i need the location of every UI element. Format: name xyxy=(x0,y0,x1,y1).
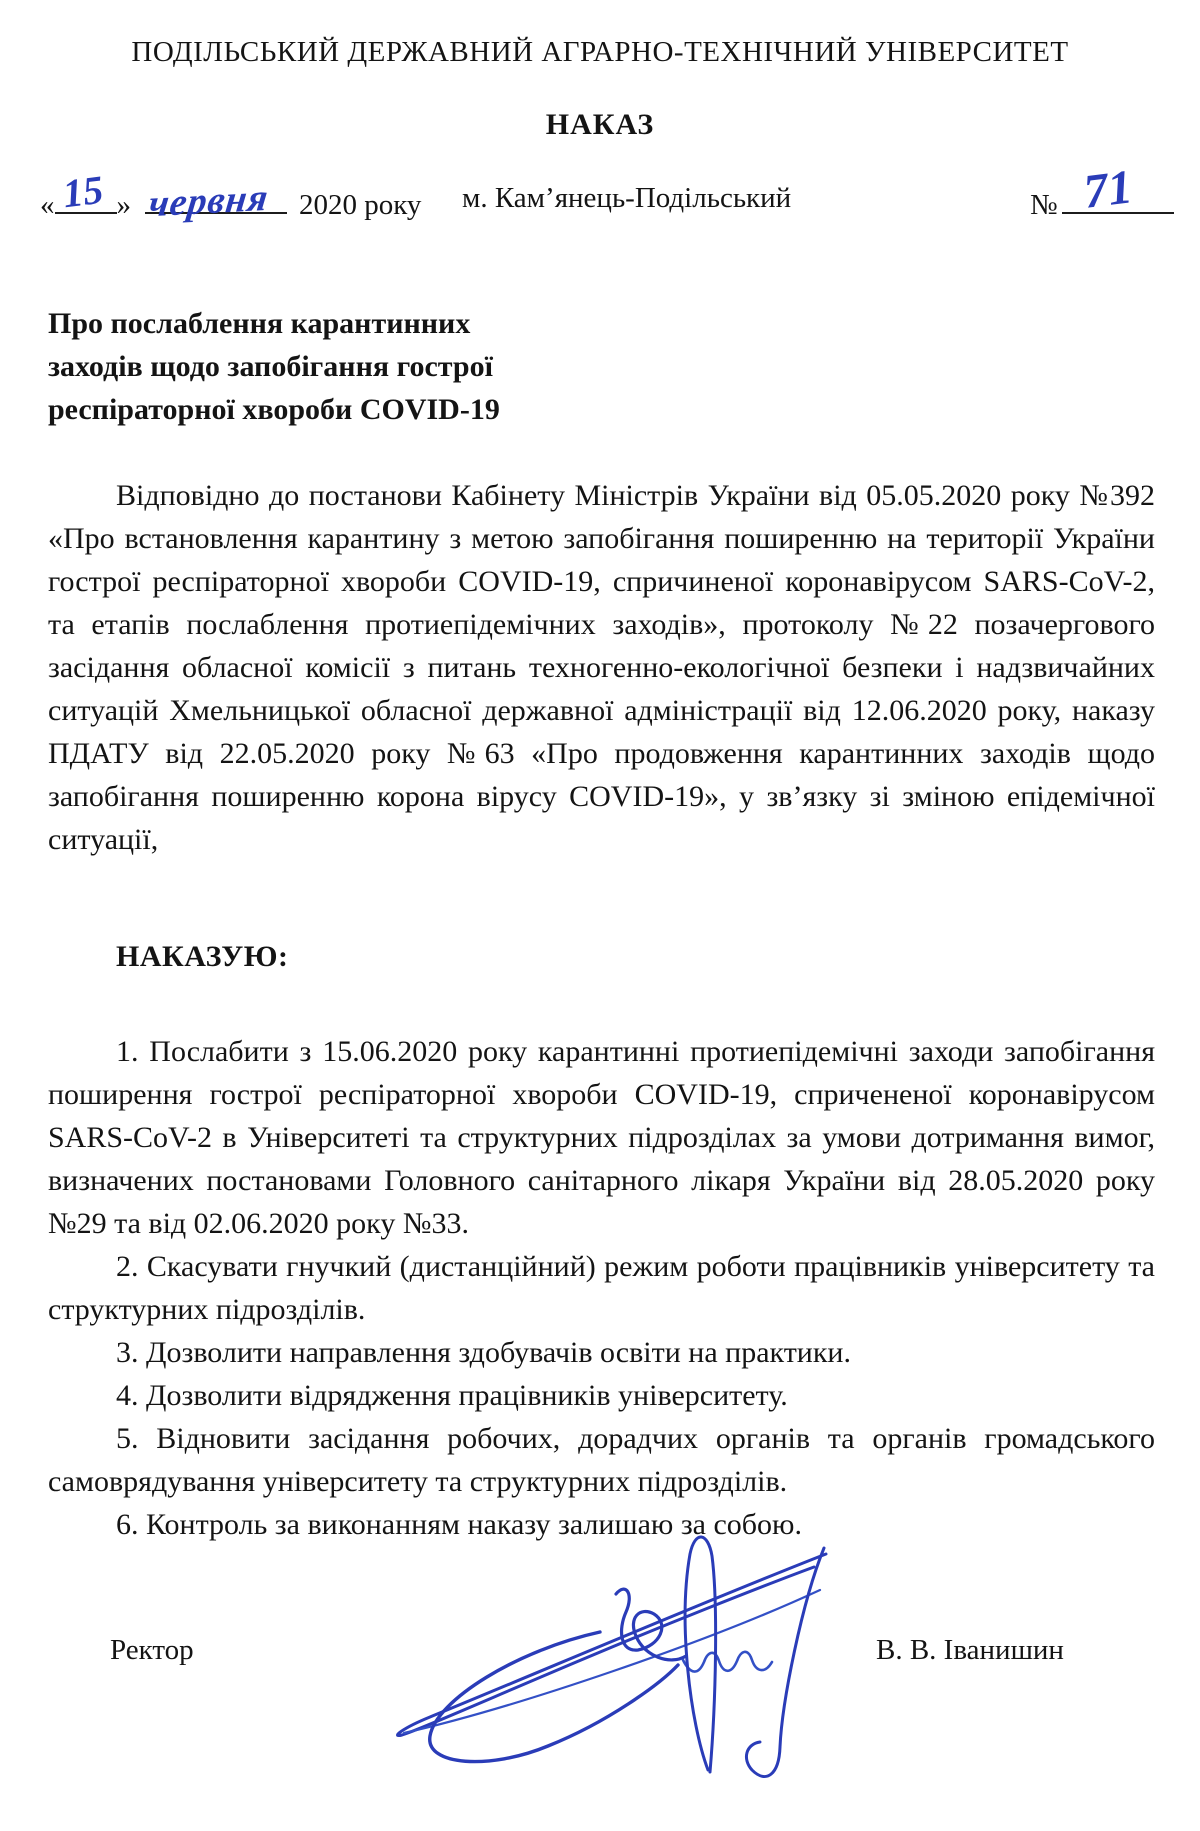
signer-name-label: В. В. Іванишин xyxy=(876,1634,1064,1666)
order-item: 2. Скасувати гнучкий (дистанційний) режим роботи працівників університету та структурних підрозділів. xyxy=(48,1250,1155,1326)
number-sign: № xyxy=(1030,189,1058,221)
day-underline xyxy=(55,166,117,217)
subject-block xyxy=(48,302,668,431)
subject-line: заходів щодо запобігання гострої xyxy=(48,350,493,383)
close-quote: » xyxy=(116,189,131,221)
order-item: 6. Контроль за виконанням наказу залишаю за собою. xyxy=(116,1508,802,1541)
order-item: 3. Дозволити направлення здобувачів освіти на практики. xyxy=(116,1336,851,1369)
preamble-paragraph: Відповідно до постанови Кабінету Міністрів України від 05.05.2020 року №392 «Про встановлення карантину з метою запобігання поширенню на території України гострої респіраторної хвороби COVID-19, спричиненої коронавірусом SARS-CoV-2, та етапів послаблення протиепідемічних заходів», протоколу №22 позачергового засідання обласної комісії з питань техногенно-екологічної безпеки і надзвичайних ситуацій Хмельницької обласної державної адміністрації від 12.06.2020 року, наказу ПДАТУ від 22.05.2020 року №63 «Про продовження карантинних заходів щодо запобігання поширенню корона вірусу COVID-19», у зв’язку зі зміною епідемічної ситуації, xyxy=(48,479,1155,856)
signer-position-label: Ректор xyxy=(110,1634,194,1666)
city-label: м. Кам’янець-Подільський xyxy=(462,182,792,214)
order-item: 1. Послабити з 15.06.2020 року карантинні протиепідемічні заходи запобігання поширення гострої респіраторної хвороби COVID-19, спричененої коронавірусом SARS-CoV-2 в Університеті та структурних підрозділах за умови дотримання вимог, визначених постановами Головного санітарного лікаря України від 28.05.2020 року №29 та від 02.06.2020 року №33. xyxy=(48,1035,1155,1240)
order-item: 4. Дозволити відрядження працівників університету. xyxy=(116,1379,788,1412)
rector-signature-ink xyxy=(378,1532,834,1794)
handwritten-number: 71 xyxy=(1080,160,1135,219)
date-block xyxy=(40,166,422,226)
university-name: ПОДІЛЬСЬКИЙ ДЕРЖАВНИЙ АГРАРНО-ТЕХНІЧНИЙ УНІВЕРСИТЕТ xyxy=(131,36,1069,68)
subject-line: респіраторної хвороби COVID-19 xyxy=(48,393,500,426)
handwritten-month: червня xyxy=(146,176,271,226)
year-label: 2020 року xyxy=(299,189,422,221)
open-quote: « xyxy=(40,189,55,221)
order-item: 5. Відновити засідання робочих, дорадчих органів та органів громадського самоврядування університету та структурних підрозділів. xyxy=(48,1422,1155,1498)
month-underline xyxy=(145,176,287,226)
document-type-title: НАКАЗ xyxy=(545,108,655,141)
order-number-block xyxy=(1030,160,1174,222)
handwritten-day: 15 xyxy=(59,166,106,217)
order-word: НАКАЗУЮ: xyxy=(116,940,289,973)
order-items xyxy=(48,1030,1155,1546)
number-underline xyxy=(1062,160,1174,219)
subject-line: Про послаблення карантинних xyxy=(48,307,471,340)
